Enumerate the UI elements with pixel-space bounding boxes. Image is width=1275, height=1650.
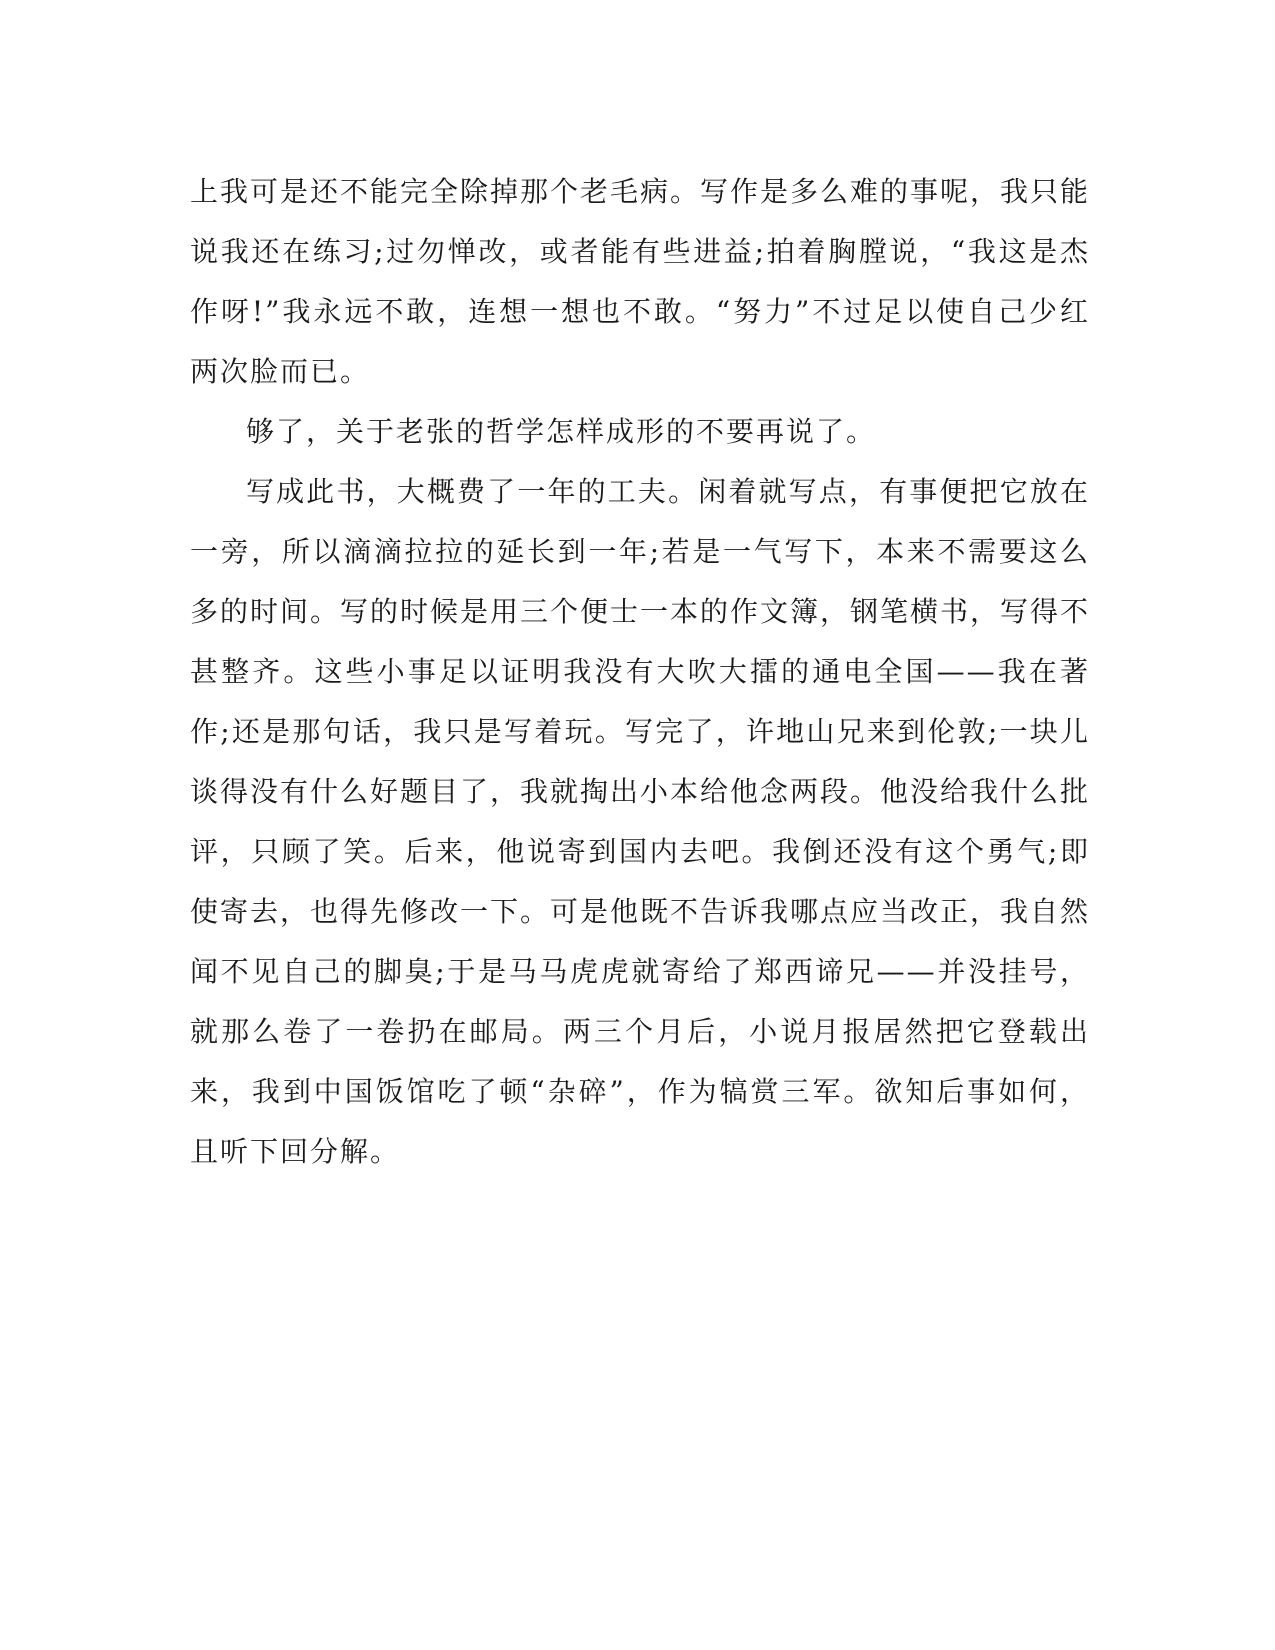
document-body [190, 162, 1090, 1182]
paragraph-1: 上我可是还不能完全除掉那个老毛病。写作是多么难的事呢，我只能说我还在练习;过勿惮改，或者能有些进益;拍着胸膛说，“我这是杰作呀!”我永远不敢，连想一想也不敢。“努力”不过足以使自己少红两次脸而已。 [190, 175, 1091, 388]
paragraph-2: 够了，关于老张的哲学怎样成形的不要再说了。 [246, 415, 877, 448]
paragraph-3: 写成此书，大概费了一年的工夫。闲着就写点，有事便把它放在一旁，所以滴滴拉拉的延长到一年;若是一气写下，本来不需要这么多的时间。写的时候是用三个便士一本的作文簿，钢笔横书，写得不甚整齐。这些小事足以证明我没有大吹大擂的通电全国——我在著作;还是那句话，我只是写着玩。写完了，许地山兄来到伦敦;一块儿谈得没有什么好题目了，我就掏出小本给他念两段。他没给我什么批评，只顾了笑。后来，他说寄到国内去吧。我倒还没有这个勇气;即使寄去，也得先修改一下。可是他既不告诉我哪点应当改正，我自然闻不见自己的脚臭;于是马马虎虎就寄给了郑西谛兄——并没挂号，就那么卷了一卷扔在邮局。两三个月后，小说月报居然把它登载出来，我到中国饭馆吃了顿“杂碎”，作为犒赏三军。欲知后事如何，且听下回分解。 [190, 475, 1091, 1168]
